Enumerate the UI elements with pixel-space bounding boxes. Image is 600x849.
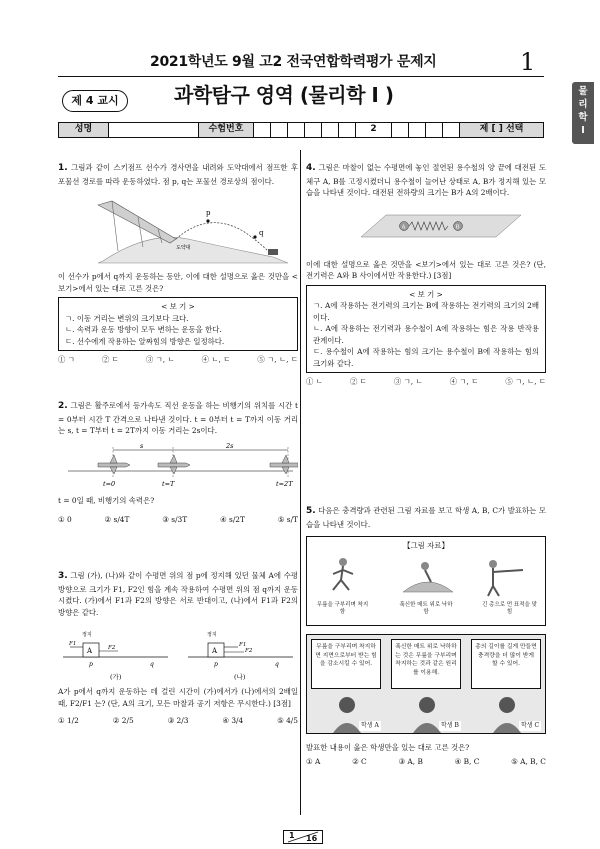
choice[interactable]: ⑤ s/T: [277, 515, 298, 525]
choice[interactable]: ⑤ A, B, C: [511, 756, 546, 766]
label-2s: 2s: [226, 441, 234, 450]
question-prompt: A가 p에서 q까지 운동하는 데 걸린 시간이 (가)에서가 (나)에서의 2배일 때, F2/F1 는? (단, A의 크기, 모든 마찰과 공기 저항은 무시한다.) [3점]: [58, 687, 298, 708]
label-s: s: [140, 441, 144, 450]
label-B: B: [455, 224, 460, 231]
choice[interactable]: ② s/4T: [104, 515, 130, 525]
speech-bubble: 무릎을 구부리며 착지하면 지면으로부터 받는 힘을 감소시킬 수 있어.: [311, 639, 381, 689]
question-stem: 그림과 같이 스키점프 선수가 경사면을 내려와 도약대에서 점프한 후 포물선 경로를 따라 운동하였다. 점 p, q는 포물선 경로상의 점이다.: [58, 163, 298, 186]
question-number: 2.: [58, 401, 68, 411]
question-prompt: 이 선수가 p에서 q까지 운동하는 동안, 이에 대한 설명으로 옳은 것만을 <보기>에서 있는 대로 고른 것은?: [58, 272, 298, 293]
question-2: [58, 400, 298, 526]
choice[interactable]: ② ㄷ: [101, 355, 119, 365]
subject-title: 과학탐구 영역 (물리학 I ): [174, 83, 394, 107]
choice[interactable]: ① 1/2: [58, 716, 79, 726]
question-number: 5.: [306, 506, 316, 516]
label-rest: 정지: [207, 632, 217, 639]
question-prompt: 발표한 내용이 옳은 학생만을 있는 대로 고른 것은?: [306, 743, 470, 753]
picture-label: 긴 총으로 먼 표적을 맞힘: [482, 601, 537, 616]
answer-choices: [306, 376, 546, 387]
choice[interactable]: ② 2/5: [112, 716, 134, 726]
label-A: A: [212, 647, 218, 656]
force-figure: [58, 621, 298, 683]
label-A: A: [401, 224, 406, 231]
exam-digit-box[interactable]: [392, 123, 409, 137]
exam-digit-fixed: 2: [356, 123, 392, 137]
bogi-box: [58, 297, 298, 351]
spring-figure: [306, 207, 546, 253]
choice[interactable]: ⑤ 4/5: [277, 716, 298, 726]
label-F1: F1: [239, 642, 247, 649]
choice[interactable]: ① A: [306, 756, 321, 766]
choice[interactable]: ④ ㄴ, ㄷ: [201, 355, 231, 365]
label-F2: F2: [245, 648, 253, 655]
bogi-box: [306, 285, 546, 373]
answer-choices: [306, 756, 546, 767]
answer-choices: [58, 715, 298, 726]
choice[interactable]: ③ A, B: [398, 756, 423, 766]
picture-material-box: [306, 536, 546, 626]
exam-digit-box[interactable]: [339, 123, 356, 137]
bogi-item: ㄴ. A에 작용하는 전기력과 용수철이 A에 작용하는 힘은 작용 반작용 관계이다.: [313, 324, 539, 345]
picture-label: 푹신한 매트 위로 낙하함: [399, 601, 453, 616]
choice[interactable]: ⑤ ㄱ, ㄴ, ㄷ: [257, 355, 298, 365]
bogi-item: ㄷ. 선수에게 작용하는 알짜힘의 방향은 일정하다.: [65, 336, 225, 346]
info-bar: [58, 122, 544, 138]
label-F1: F1: [69, 641, 77, 648]
student-label: 학생 B: [441, 722, 459, 730]
picture-illustrations: [313, 552, 539, 602]
choice-label: 제 [ ] 선택: [460, 123, 543, 137]
airplane-figure: [58, 441, 298, 491]
label-na: (나): [234, 673, 246, 682]
question-1: [58, 162, 298, 366]
answer-choices: [58, 354, 298, 365]
choice[interactable]: ④ 3/4: [222, 716, 244, 726]
exam-digit-box[interactable]: [305, 123, 322, 137]
exam-digit-box[interactable]: [322, 123, 339, 137]
question-3: [58, 570, 298, 727]
side-tab-label: 물리학 I: [578, 86, 588, 136]
choice[interactable]: ③ 2/3: [167, 716, 189, 726]
header-rule: [58, 76, 544, 77]
bogi-item: ㄴ. 속력과 운동 방향이 모두 변하는 운동을 한다.: [65, 325, 222, 335]
choice[interactable]: ④ ㄱ, ㄷ: [449, 377, 479, 387]
choice[interactable]: ③ s/3T: [162, 515, 188, 525]
question-stem: 그림 (가), (나)와 같이 수평면 위의 점 p에 정지해 있던 물체 A에 수평 방향으로 크기가 F1, F2인 힘을 계속 작용하여 수평면 위의 점 q까지 운동시켰다. (가)에서 F1과 F2의 방향은 서로 반대이고, (나)에서 F1과 F2의 방향은 같다.: [58, 571, 298, 617]
question-number: 1.: [58, 163, 68, 173]
choice[interactable]: ③ ㄱ, ㄴ: [393, 377, 423, 387]
label-p: p: [206, 209, 211, 218]
label-q: q: [150, 661, 154, 669]
label-t0: t=0: [103, 479, 116, 488]
label-rest: 정지: [82, 632, 92, 639]
question-prompt: t = 0일 때, 비행기의 속력은?: [58, 495, 155, 505]
choice[interactable]: ① 0: [58, 515, 72, 525]
bogi-caption: < 보 기 >: [409, 289, 443, 299]
question-stem: 그림은 마찰이 없는 수평면에 놓인 절연된 용수철의 양 끝에 대전된 도체구 A, B를 고정시켰더니 용수철이 늘어난 상태로 A, B가 정지해 있는 모습을 나타낸 것이다. 대전된 전하량의 크기는 B가 A의 2배이다.: [306, 163, 546, 198]
choice[interactable]: ④ s/2T: [220, 515, 245, 525]
choice[interactable]: ⑤ ㄱ, ㄴ, ㄷ: [505, 377, 546, 387]
choice[interactable]: ④ B, C: [454, 756, 480, 766]
picture-material-caption: 【그림 자료】: [403, 541, 449, 551]
exam-digit-box[interactable]: [271, 123, 288, 137]
exam-digit-box[interactable]: [409, 123, 426, 137]
exam-digit-box[interactable]: [288, 123, 305, 137]
students-figure: [307, 693, 545, 733]
name-field[interactable]: [109, 123, 199, 137]
label-jump-platform: 도약대: [176, 245, 191, 252]
column-divider: [300, 150, 301, 815]
choice[interactable]: ① ㄱ: [58, 355, 75, 365]
label-F2: F2: [108, 645, 116, 652]
question-stem: 다음은 충격량과 관련된 그림 자료를 보고 학생 A, B, C가 발표하는 모습을 나타낸 것이다.: [306, 506, 546, 529]
ski-jump-figure: [58, 191, 298, 269]
picture-label: 무릎을 구부리며 착지함: [316, 601, 369, 616]
student-label: 학생 A: [361, 722, 379, 730]
choice[interactable]: ② C: [352, 756, 367, 766]
label-q: q: [259, 229, 264, 238]
footer-current-page: 1: [289, 831, 295, 840]
footer-page-indicator: [283, 830, 323, 844]
bogi-caption: < 보 기 >: [161, 302, 195, 312]
label-ga: (가): [110, 673, 122, 682]
choice[interactable]: ② ㄷ: [349, 377, 367, 387]
exam-digit-box[interactable]: [443, 123, 460, 137]
question-number: 4.: [306, 163, 316, 173]
label-p: p: [89, 661, 93, 669]
bogi-item: ㄷ. 용수철이 A에 작용하는 힘의 크기는 용수철이 B에 작용하는 힘의 크기와 같다.: [313, 347, 539, 368]
question-stem: 그림은 활주로에서 등가속도 직선 운동을 하는 비행기의 위치를 시간 t = 0부터 시간 T 간격으로 나타낸 것이다. t = 0부터 t = T까지 이동 거리는 s, t = T부터 t = 2T까지 이동 거리는 2s이다.: [58, 401, 298, 436]
exam-digit-box[interactable]: [254, 123, 271, 137]
question-4: [306, 162, 546, 388]
speech-bubble: 푹신한 매트 위로 낙하하는 것은 무릎을 구부리며 착지하는 것과 같은 원리를 이용해.: [391, 639, 461, 689]
students-panel: [306, 634, 546, 734]
student-label: 학생 C: [521, 722, 540, 730]
label-q: q: [275, 661, 279, 669]
question-number: 3.: [58, 571, 68, 581]
exam-digit-box[interactable]: [426, 123, 443, 137]
label-A: A: [87, 647, 93, 656]
bogi-item: ㄱ. A에 작용하는 전기력의 크기는 B에 작용하는 전기력의 크기의 2배이다.: [313, 301, 539, 322]
choice[interactable]: ① ㄴ: [306, 377, 323, 387]
bogi-item: ㄱ. 이동 거리는 변위의 크기보다 크다.: [65, 313, 189, 323]
choice[interactable]: ③ ㄱ, ㄴ: [145, 355, 175, 365]
answer-choices: [58, 514, 298, 525]
exam-number-label: 수험번호: [199, 123, 254, 137]
side-subject-tab: [572, 82, 594, 144]
name-label: 성명: [59, 123, 109, 137]
footer-total-pages: 16: [306, 834, 318, 843]
question-prompt: 이에 대한 설명으로 옳은 것만을 <보기>에서 있는 대로 고른 것은? (단, 전기력은 A와 B 사이에서만 작용한다.) [3점]: [306, 259, 546, 281]
page-number: 1: [520, 48, 536, 76]
label-t2T: t=2T: [276, 479, 293, 488]
label-p: p: [214, 661, 218, 669]
session-badge: 제 4 교시: [62, 90, 128, 112]
label-tT: t=T: [162, 479, 175, 488]
question-5: [306, 505, 546, 767]
exam-title: 2021학년도 9월 고2 전국연합학력평가 문제지: [150, 54, 437, 70]
speech-bubble: 총의 길이를 길게 만들면 충격량을 더 많이 받게 할 수 있어.: [471, 639, 541, 689]
